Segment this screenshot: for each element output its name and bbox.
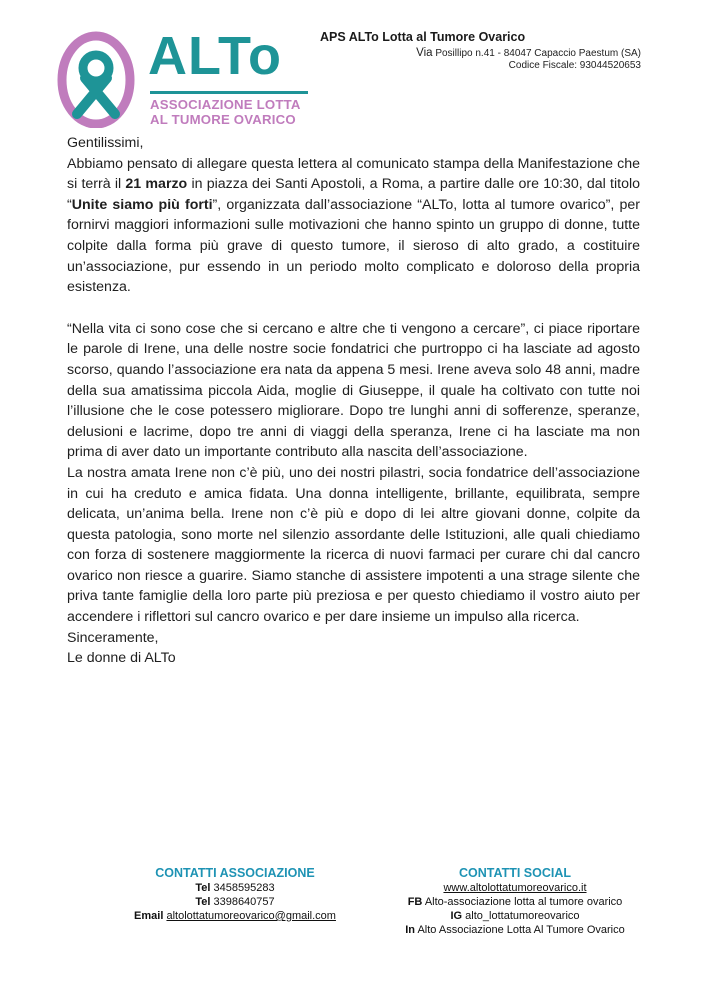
- logo-subtitle-line2: AL TUMORE OVARICO: [150, 112, 296, 127]
- tax-code: Codice Fiscale: 93044520653: [508, 60, 641, 71]
- p1-text: Abbiamo pensato di allegare questa lettera al comunicato stampa della Manifestazione che si terrà il: [67, 155, 640, 193]
- logo-wordmark: ALTo: [148, 26, 282, 86]
- org-name: APS ALTo Lotta al Tumore Ovarico: [320, 30, 526, 44]
- logo-divider: [150, 91, 308, 94]
- paragraph-1: [67, 154, 640, 298]
- instagram-line: [380, 909, 650, 923]
- p1-text: ”, organizzata dall’associazione “ALTo, lotta al tumore ovarico”, per fornirvi maggiori informazioni sulle motivazioni che hanno spinto un gruppo di donne, tutte colpite dalla forma più grave di questo tumore, il sieroso di alto grado, a costituire un’associazione, pur essendo in un periodo molto complicato e doloroso della propria esistenza.: [67, 196, 640, 296]
- footer-social-contacts: [380, 866, 650, 937]
- salutation: Gentilissimi,: [67, 135, 144, 151]
- social-heading: CONTATTI SOCIAL: [458, 866, 572, 880]
- address-line: [416, 47, 641, 60]
- linkedin-line: [380, 923, 650, 937]
- letter-body: [67, 133, 640, 669]
- association-heading: CONTATTI ASSOCIAZIONE: [155, 866, 315, 880]
- website-line: [380, 881, 650, 895]
- facebook-line: [380, 895, 650, 909]
- tel-number: 3398640757: [213, 896, 275, 908]
- paragraph-3: La nostra amata Irene non c’è più, uno dei nostri pilastri, socia fondatrice dell’associazione in cui ha creduto e amica fidata. Una donna intelligente, brillante, equilibrata, sempre delicata, un’anima bella. Irene non c’è più e dopo di lei altre giovani donne, colpite da questa patologia, sono morte nel silenzio assordante delle Istituzioni, alle quali chiediamo con forza di sostenere maggiormente la ricerca di nuovi farmaci per curare chi dal cancro ovarico non riesce a guarire. Siamo stanche di assistere impotenti a una strage silente che priva tante famiglie della loro parte più preziosa e per questo chiediamo il vostro aiuto per accendere i riflettori sul cancro ovarico e per dare insieme un impulso alla ricerca.: [67, 464, 640, 626]
- tel-2: [110, 895, 360, 909]
- event-title: Unite siamo più forti: [71, 196, 213, 213]
- address: Posillipo n.41 - 84047 Capaccio Paestum (SA): [435, 48, 641, 59]
- paragraph-2: “Nella vita ci sono cose che si cercano e altre che ti vengono a cercare”, ci piace riportare le parole di Irene, una delle nostre socie fondatrici che purtroppo ci ha lasciate ad agosto scorso, quando l’associazione era nata da appena 5 mesi. Irene aveva solo 48 anni, madre della sua amatissima piccola Aida, moglie di Giuseppe, il quale ha coltivato con tutte noi l’illusione che le cose potessero migliorare. Dopo tre lunghi anni di sofferenze, speranze, delusioni e lacrime, dopo tre anni di viaggi della speranza, Irene ci ha lasciate ma non prima di aver dato un importante contributo alla nascita dell’associazione.: [67, 320, 640, 461]
- footer-association-contacts: [110, 866, 360, 923]
- logo-subtitle: [150, 97, 301, 127]
- tel-number: 3458595283: [213, 882, 275, 894]
- p1-text: in piazza dei Santi Apostoli, a Roma, a partire dalle ore 10:30, dal titolo “: [67, 176, 641, 213]
- ribbon-egg-icon: [55, 28, 145, 128]
- logo-subtitle-line1: ASSOCIAZIONE LOTTA: [150, 97, 301, 112]
- signature: Le donne di ALTo: [67, 650, 176, 667]
- tel-label: Tel: [195, 882, 211, 894]
- tel-1: [110, 881, 360, 895]
- closing: Sinceramente,: [67, 629, 159, 646]
- address-prefix: Via: [416, 47, 433, 59]
- instagram-label: IG: [450, 910, 463, 922]
- email-line: [110, 909, 360, 923]
- facebook-label: FB: [407, 896, 423, 908]
- facebook-name: Alto-associazione lotta al tumore ovarico: [424, 896, 623, 908]
- website-link[interactable]: www.altolottatumoreovarico.it: [443, 882, 587, 894]
- email-link[interactable]: altolottatumoreovarico@gmail.com: [166, 910, 336, 922]
- linkedin-name: Alto Associazione Lotta Al Tumore Ovarico: [417, 924, 625, 936]
- instagram-handle: alto_lottatumoreovarico: [465, 910, 580, 922]
- alto-logo: [55, 28, 315, 128]
- header-address-block: [416, 47, 641, 72]
- email-label: Email: [134, 910, 164, 922]
- paragraph-gap: [67, 298, 640, 319]
- event-date: 21 marzo: [125, 176, 188, 193]
- linkedin-label: In: [405, 924, 416, 936]
- tel-label: Tel: [195, 896, 211, 908]
